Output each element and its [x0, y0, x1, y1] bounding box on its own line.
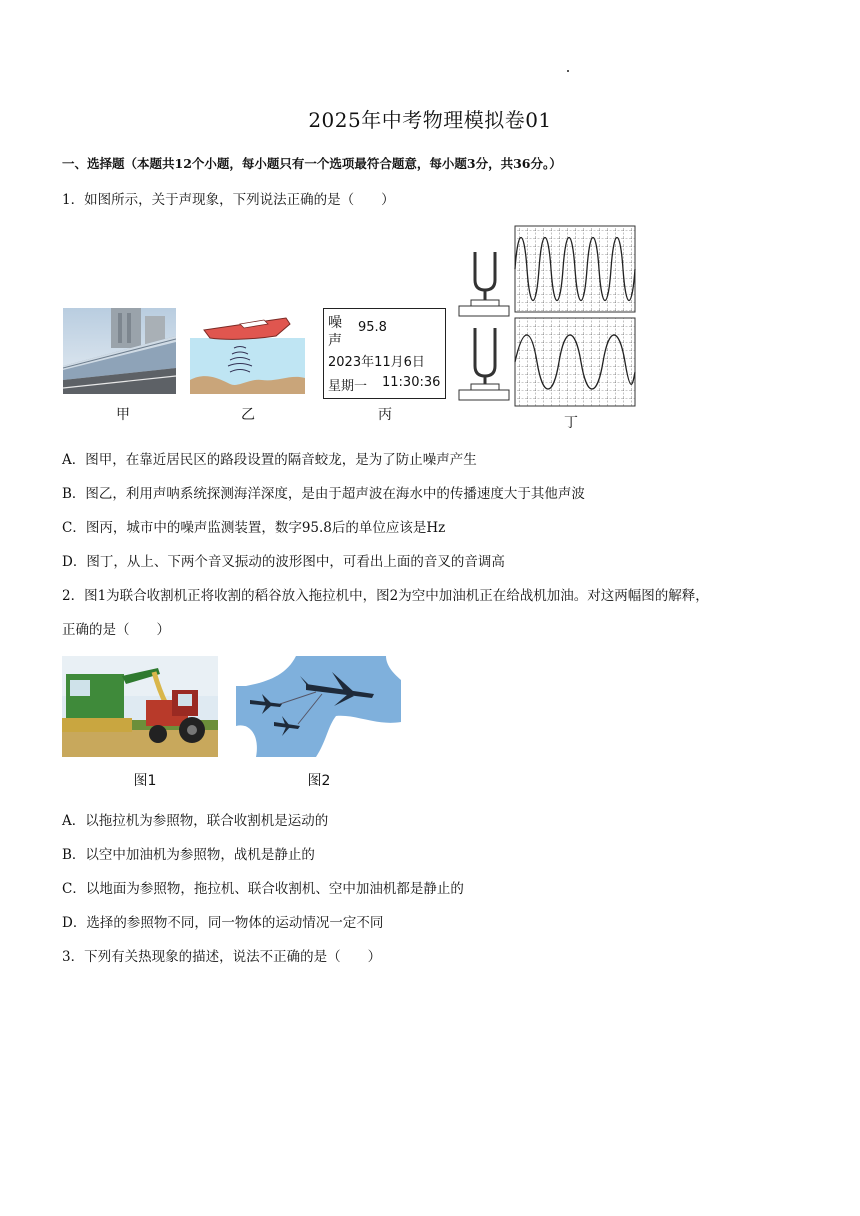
q1-option-b: B．图乙，利用声呐系统探测海洋深度，是由于超声波在海水中的传播速度大于其他声波 [62, 486, 585, 502]
tuning-fork-upper-icon [459, 252, 509, 316]
q2-option-d: D．选择的参照物不同，同一物体的运动情况一定不同 [62, 915, 384, 931]
sound-barrier-photo [63, 308, 176, 394]
q1-option-c: C．图丙，城市中的噪声监测装置，数字95.8后的单位应该是Hz [62, 520, 446, 536]
caption-ding: 丁 [564, 415, 578, 431]
page-title: 2025年中考物理模拟卷01 [308, 108, 552, 132]
q1-stem: 1．如图所示，关于声现象，下列说法正确的是（ ） [62, 192, 395, 208]
tuning-fork-waveforms [455, 222, 640, 412]
caption-bing: 丙 [378, 407, 392, 423]
tuning-fork-lower-icon [459, 328, 509, 400]
q1-option-a: A．图甲，在靠近居民区的路段设置的隔音蛟龙，是为了防止噪声产生 [62, 452, 477, 468]
noise-date: 2023年11月6日 [328, 355, 425, 370]
q3-stem: 3．下列有关热现象的描述，说法不正确的是（ ） [62, 949, 382, 965]
caption-yi: 乙 [241, 407, 255, 423]
caption-fig1: 图1 [133, 773, 157, 789]
q2-stem-line1: 2．图1为联合收割机正将收割的稻谷放入拖拉机中，图2为空中加油机正在给战机加油。对这两幅图的解释， [62, 588, 709, 604]
noise-label-char1: 噪 [328, 315, 342, 331]
q2-option-c: C．以地面为参照物，拖拉机、联合收割机、空中加油机都是静止的 [62, 881, 464, 897]
caption-fig2: 图2 [307, 773, 331, 789]
noise-label-char2: 声 [328, 333, 342, 349]
section-heading: 一、选择题（本题共12个小题，每小题只有一个选项最符合题意，每小题3分，共36分。） [62, 156, 562, 171]
noise-time: 11:30:36 [382, 375, 441, 390]
page-mark [567, 70, 569, 72]
sonar-boat-illustration [190, 308, 305, 394]
noise-monitor-display [323, 308, 446, 399]
q2-stem-line2: 正确的是（ ） [62, 622, 170, 638]
q2-option-a: A．以拖拉机为参照物，联合收割机是运动的 [62, 813, 329, 829]
aerial-refueling-photo [236, 656, 401, 757]
noise-value: 95.8 [358, 320, 387, 335]
caption-jia: 甲 [116, 407, 130, 423]
q1-option-d: D．图丁，从上、下两个音叉振动的波形图中，可看出上面的音叉的音调高 [62, 554, 505, 570]
harvester-tractor-photo [62, 656, 218, 757]
noise-weekday: 星期一 [328, 379, 368, 394]
q2-option-b: B．以空中加油机为参照物，战机是静止的 [62, 847, 315, 863]
